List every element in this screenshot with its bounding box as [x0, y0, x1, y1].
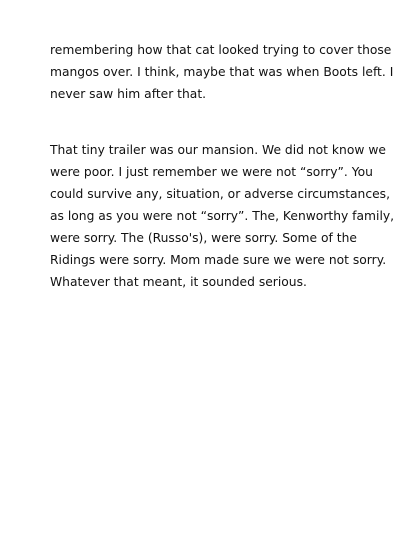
text-line: could survive any, situation, or adverse circumstances, [50, 187, 390, 201]
paragraph [50, 39, 394, 105]
text-line: were sorry. The (Russo's), were sorry. Some of the [50, 231, 357, 245]
text-line: mangos over. I think, maybe that was when Boots left. I [50, 65, 394, 79]
text-line: Ridings were sorry. Mom made sure we were not sorry. [50, 253, 387, 267]
text-line: remembering how that cat looked trying to cover those [50, 43, 392, 57]
text-line: were poor. I just remember we were not “sorry”. You [50, 165, 373, 179]
text-line: as long as you were not “sorry”. The, Kenworthy family, [50, 209, 395, 223]
text-line: That tiny trailer was our mansion. We did not know we [50, 143, 386, 157]
text-line: Whatever that meant, it sounded serious. [50, 275, 307, 289]
paragraph [50, 139, 395, 293]
text-line: never saw him after that. [50, 87, 207, 101]
